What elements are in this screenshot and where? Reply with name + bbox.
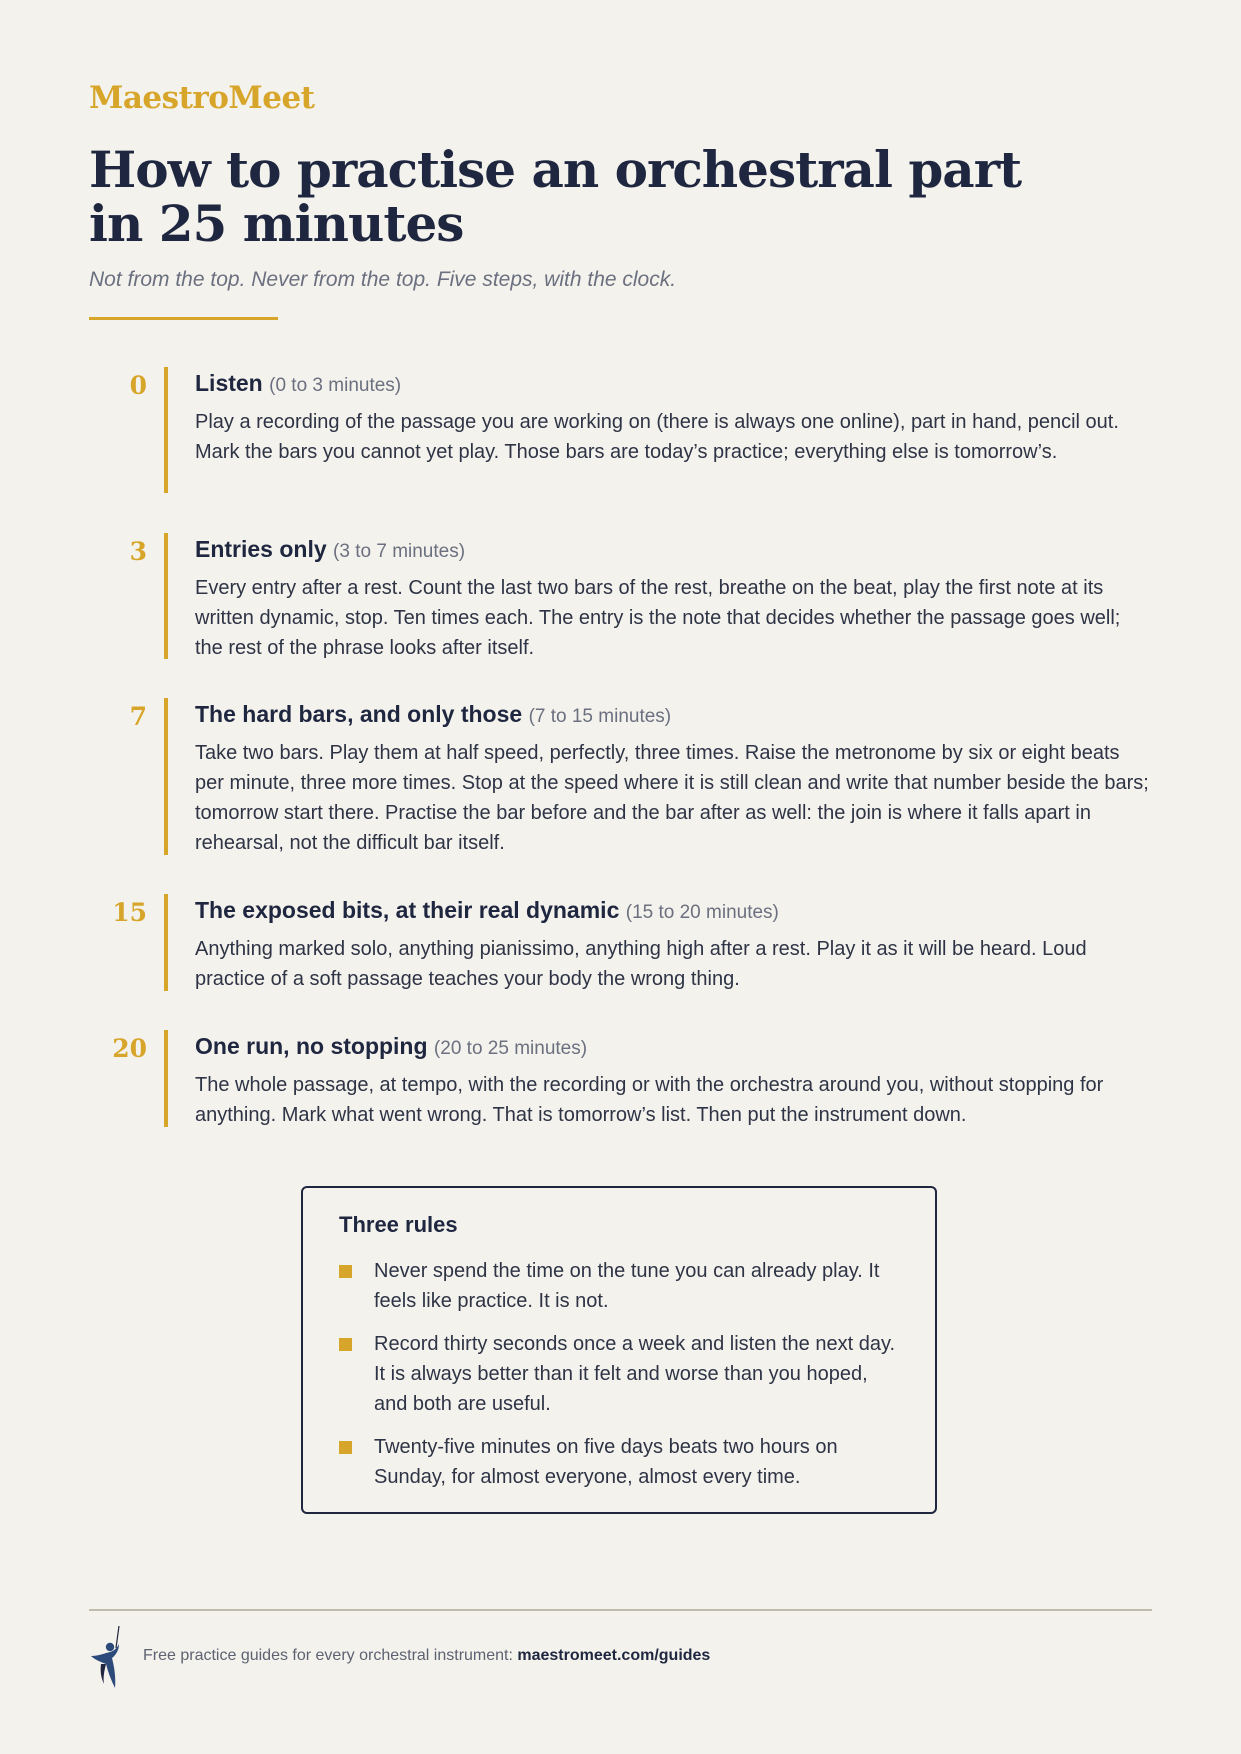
rule-text: Never spend the time on the tune you can already play. It feels like practice. It is not. xyxy=(374,1260,880,1312)
footer-description: Free practice guides for every orchestral instrument: xyxy=(143,1647,518,1664)
brand-logo-text: MaestroMeet xyxy=(89,80,315,116)
square-bullet-icon xyxy=(339,1338,352,1351)
rule-item xyxy=(339,1432,899,1492)
step-heading xyxy=(195,1031,1150,1064)
footer-text xyxy=(143,1647,710,1665)
step-accent-bar xyxy=(164,894,168,991)
step-title: Listen xyxy=(195,370,263,396)
rules-list xyxy=(339,1256,899,1505)
step-exposed-bits xyxy=(89,894,1152,991)
square-bullet-icon xyxy=(339,1441,352,1454)
step-listen xyxy=(89,367,1152,493)
step-time: (15 to 20 minutes) xyxy=(625,902,779,923)
step-number: 15 xyxy=(112,898,147,927)
three-rules-box xyxy=(301,1186,937,1514)
step-title: Entries only xyxy=(195,536,327,562)
guides-link[interactable]: maestromeet.com/guides xyxy=(517,1647,711,1664)
step-number: 7 xyxy=(129,702,147,731)
rule-text: Twenty-five minutes on five days beats two hours on Sunday, for almost everyone, almost every time. xyxy=(374,1436,838,1488)
step-body xyxy=(195,1030,1150,1130)
step-time: (3 to 7 minutes) xyxy=(333,541,466,562)
step-text: Every entry after a rest. Count the last two bars of the rest, breathe on the beat, play the first note at its written dynamic, stop. Ten times each. The entry is the note that decides whether the passage goes well; the rest of the phrase looks after itself. xyxy=(195,577,1121,659)
title-accent-rule xyxy=(89,317,278,320)
step-heading xyxy=(195,895,1150,928)
step-number: 20 xyxy=(112,1034,147,1063)
footer-divider xyxy=(89,1609,1152,1611)
step-number: 0 xyxy=(129,371,147,400)
step-one-run xyxy=(89,1030,1152,1127)
rules-title: Three rules xyxy=(339,1212,458,1237)
step-time: (0 to 3 minutes) xyxy=(269,375,402,396)
step-text: Anything marked solo, anything pianissimo, anything high after a rest. Play it as it will be heard. Loud practice of a soft passage teaches your body the wrong thing. xyxy=(195,938,1087,990)
step-body xyxy=(195,894,1150,994)
rule-text: Record thirty seconds once a week and listen the next day. It is always better than it felt and worse than you hoped, and both are useful. xyxy=(374,1333,896,1415)
step-hard-bars xyxy=(89,698,1152,855)
step-number: 3 xyxy=(129,537,147,566)
step-body xyxy=(195,367,1150,467)
page-title: How to practise an orchestral part in 25 minutes xyxy=(89,140,1022,253)
rule-item xyxy=(339,1329,899,1419)
step-heading xyxy=(195,368,1150,401)
step-accent-bar xyxy=(164,533,168,659)
rule-item xyxy=(339,1256,899,1316)
step-heading xyxy=(195,699,1150,732)
step-body xyxy=(195,698,1150,858)
conductor-logo-icon xyxy=(89,1626,123,1690)
step-accent-bar xyxy=(164,367,168,493)
step-text: Take two bars. Play them at half speed, perfectly, three times. Raise the metronome by six or eight beats per minute, three more times. Stop at the speed where it is still clean and write that number beside the bars; tomorrow start there. Practise the bar before and the bar after as well: the join is where it falls apart in rehearsal, not the difficult bar itself. xyxy=(195,742,1149,854)
step-entries-only xyxy=(89,533,1152,659)
square-bullet-icon xyxy=(339,1265,352,1278)
footer xyxy=(89,1626,1152,1690)
step-title: One run, no stopping xyxy=(195,1033,428,1059)
step-title: The hard bars, and only those xyxy=(195,701,523,727)
step-accent-bar xyxy=(164,698,168,855)
step-time: (20 to 25 minutes) xyxy=(433,1038,588,1059)
step-body xyxy=(195,533,1150,663)
page-subtitle: Not from the top. Never from the top. Five steps, with the clock. xyxy=(89,268,677,291)
step-text: The whole passage, at tempo, with the recording or with the orchestra around you, without stopping for anything. Mark what went wrong. That is tomorrow’s list. Then put the instrument down. xyxy=(195,1074,1104,1126)
step-accent-bar xyxy=(164,1030,168,1127)
step-time: (7 to 15 minutes) xyxy=(528,706,672,727)
step-title: The exposed bits, at their real dynamic xyxy=(195,897,620,923)
step-heading xyxy=(195,534,1150,567)
step-text: Play a recording of the passage you are working on (there is always one online), part in hand, pencil out. Mark the bars you cannot yet play. Those bars are today’s practice; everything else is tomorrow’s. xyxy=(195,411,1119,463)
